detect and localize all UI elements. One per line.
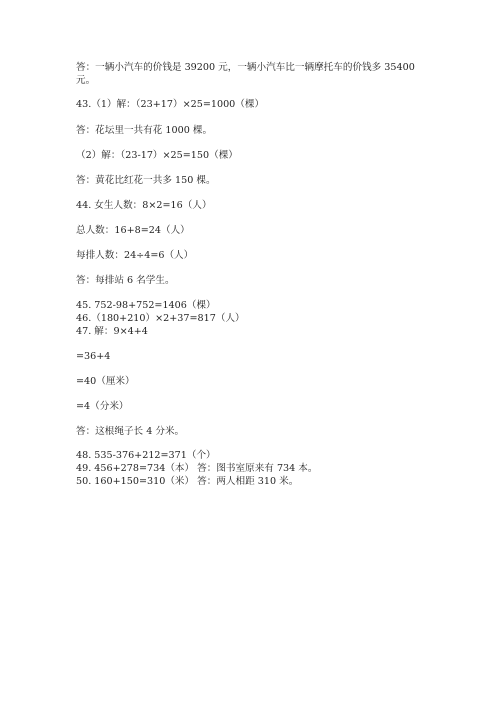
q43-part2-answer: 答：黄花比红花一共多 150 棵。: [76, 175, 216, 186]
q47-step2: =40（厘米）: [76, 376, 135, 387]
q44-per-row-count: 每排人数：24÷4=6（人）: [76, 250, 194, 261]
q44-total-count: 总人数：16+8=24（人）: [76, 225, 190, 236]
q43-part1-solution: 43.（1）解：（23+17）×25=1000（棵）: [76, 99, 265, 110]
q44-answer: 答：每排站 6 名学生。: [76, 275, 175, 286]
q46-solution: 46.（180+210）×2+37=817（人）: [76, 313, 245, 324]
answer-car-price-line: 答：一辆小汽车的价钱是 39200 元，一辆小汽车比一辆摩托车的价钱多 35400: [76, 62, 415, 73]
q47-step1: =36+4: [76, 351, 111, 362]
q50-solution: 50. 160+150=310（米） 答：两人相距 310 米。: [76, 476, 299, 487]
q47-answer: 答：这根绳子长 4 分米。: [76, 426, 185, 437]
q44-girls-count: 44. 女生人数：8×2=16（人）: [76, 200, 212, 211]
q43-part1-answer: 答：花坛里一共有花 1000 棵。: [76, 125, 213, 136]
q47-step3: =4（分米）: [76, 401, 129, 412]
q43-part2-solution: （2）解：（23-17）×25=150（棵）: [76, 150, 238, 161]
q49-solution: 49. 456+278=734（本） 答：图书室原来有 734 本。: [76, 463, 318, 474]
answer-car-price-cont: 元。: [76, 75, 96, 86]
q45-solution: 45. 752-98+752=1406（棵）: [76, 300, 216, 311]
q48-solution: 48. 535-376+212=371（个）: [76, 450, 216, 461]
q47-solution: 47. 解：9×4+4: [76, 326, 148, 337]
